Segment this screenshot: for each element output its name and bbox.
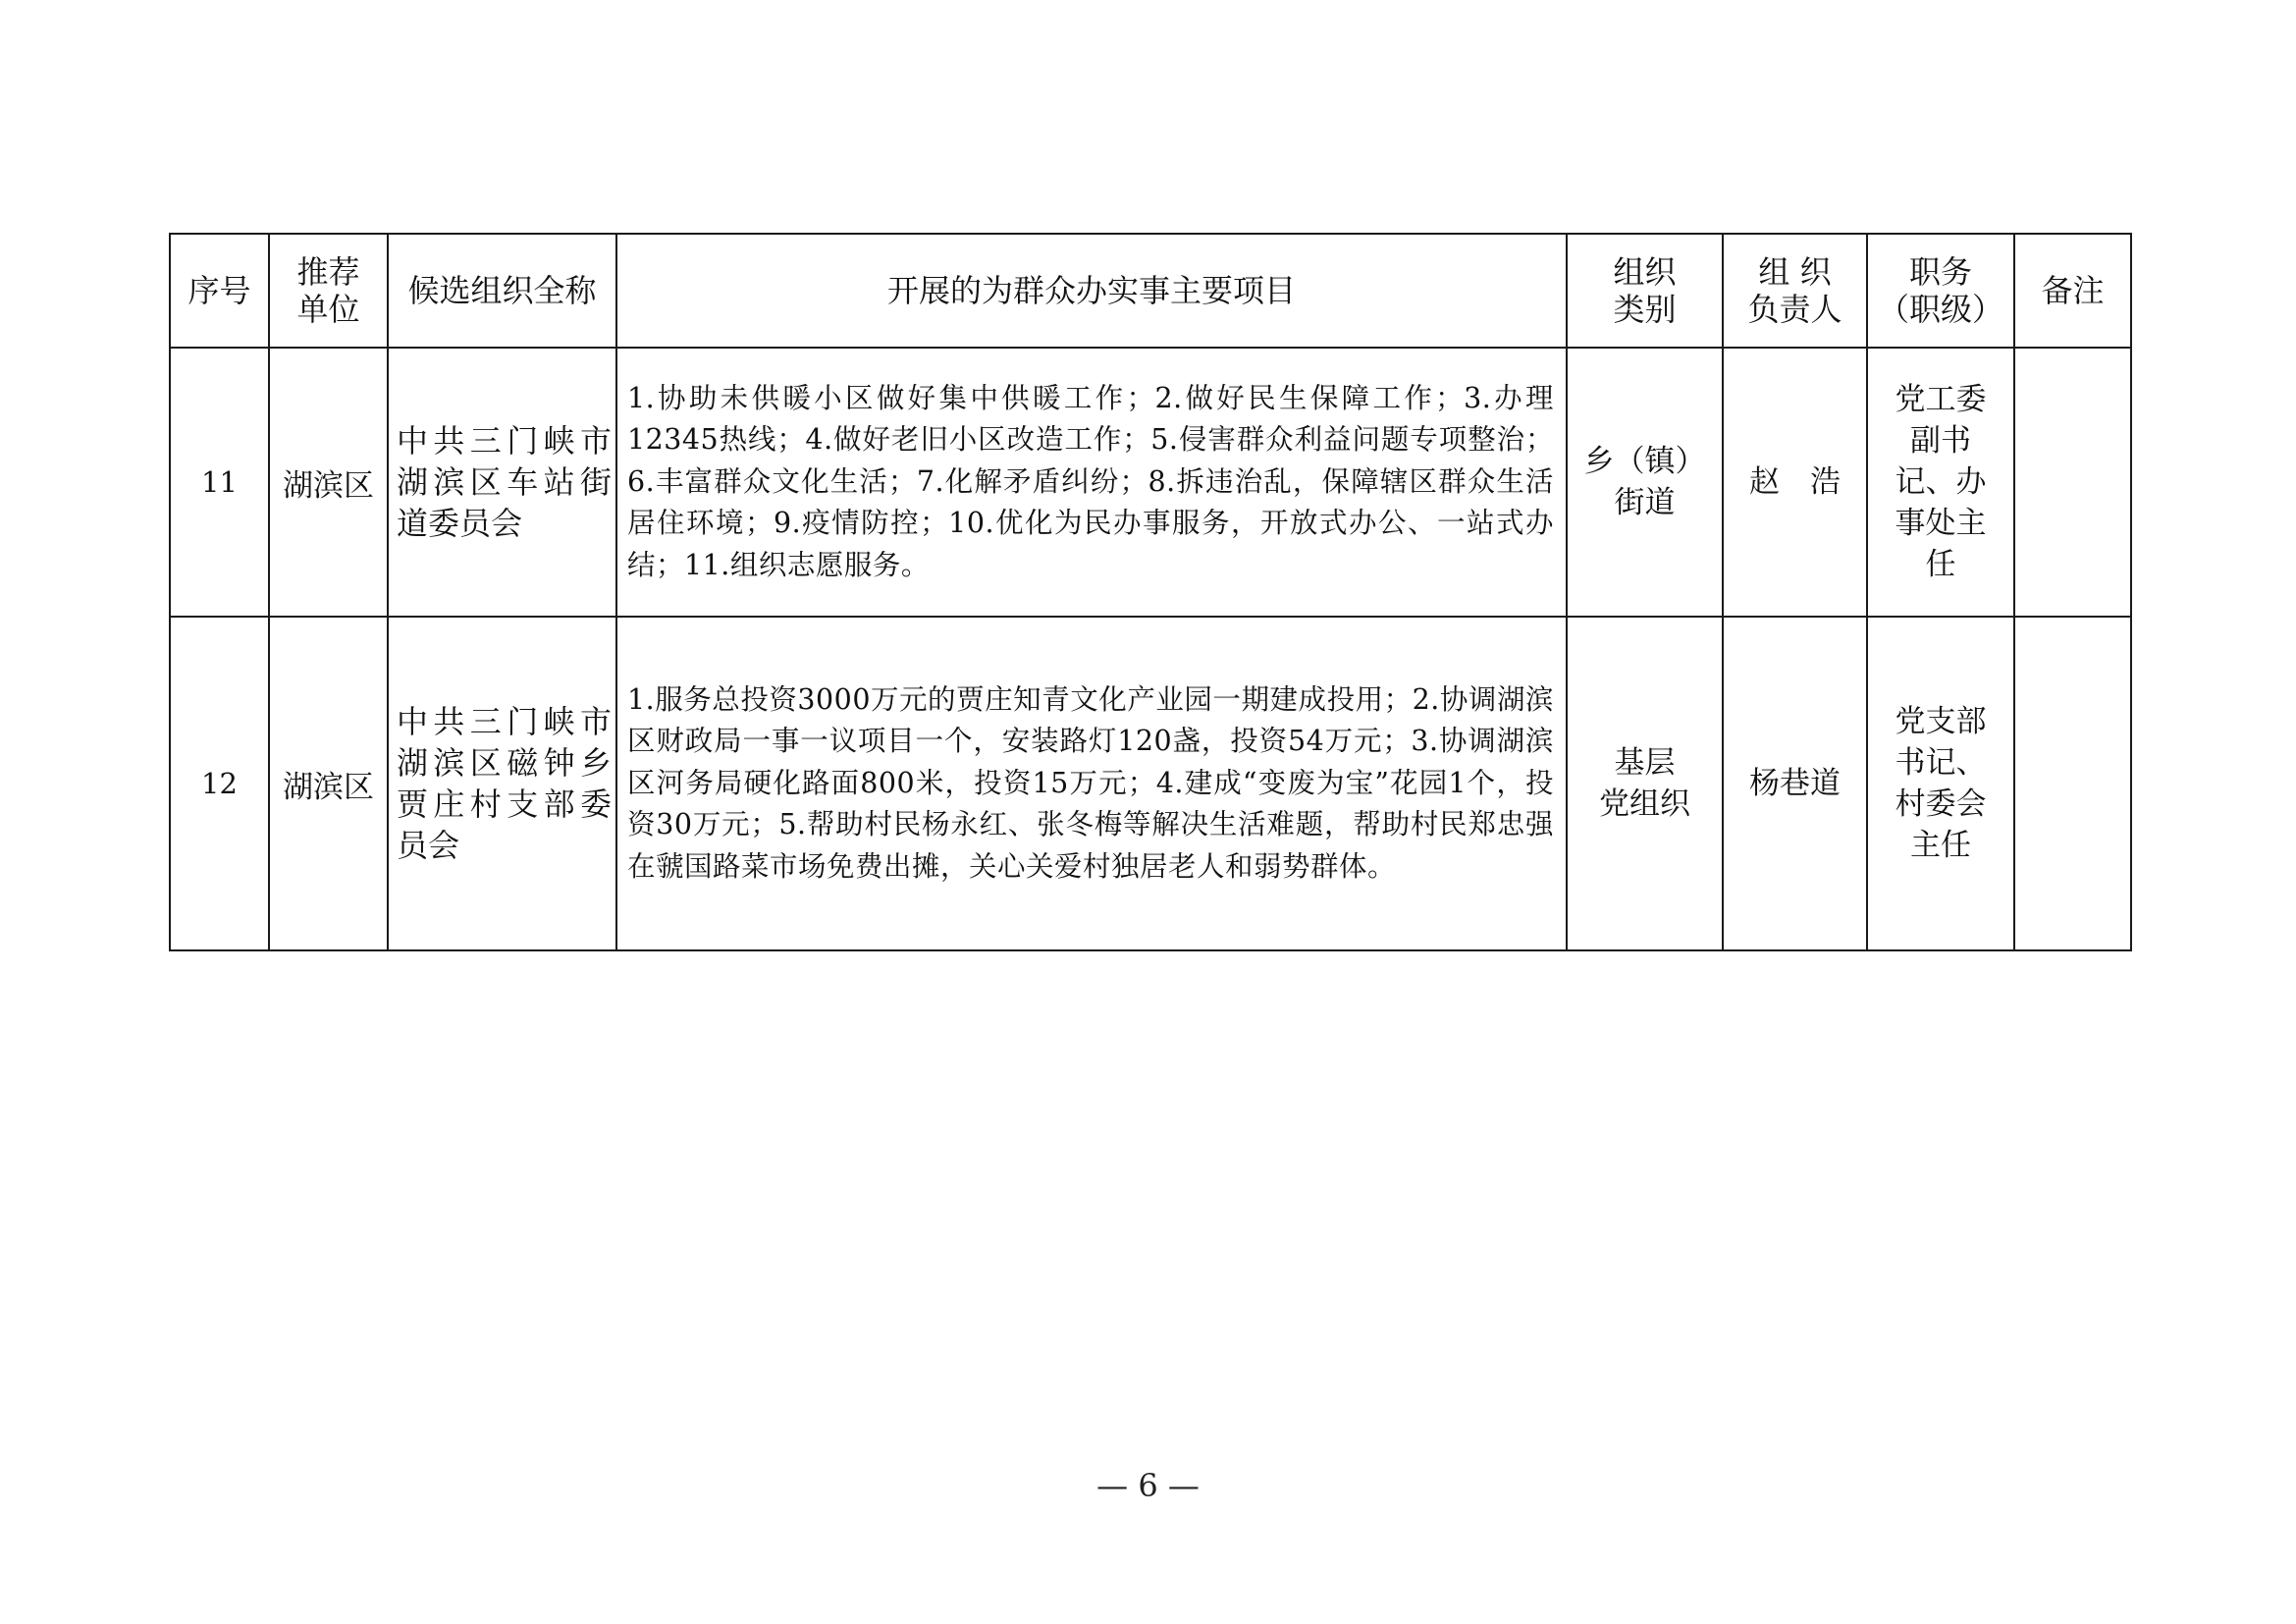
- cell-seq: 12: [170, 617, 269, 950]
- cell-projects: 1.服务总投资3000万元的贾庄知青文化产业园一期建成投用；2.协调湖滨区财政局一事一议项目一个，安装路灯120盏，投资54万元；3.协调湖滨区河务局硬化路面800米，投资15万元；4.建成“变废为宝”花园1个，投资30万元；5.帮助村民杨永红、张冬梅等解决生活难题，帮助村民郑忠强在虢国路菜市场免费出摊，关心关爱村独居老人和弱势群体。: [616, 617, 1567, 950]
- header-row: [170, 234, 2131, 348]
- cell-seq: 11: [170, 348, 269, 617]
- header-seq: 序号: [170, 234, 269, 348]
- cell-remarks: [2014, 348, 2131, 617]
- cell-unit: 湖滨区: [269, 348, 388, 617]
- table-row: [170, 617, 2131, 950]
- cell-position: 党支部书记、村委会主任: [1867, 617, 2014, 950]
- cell-position: 党工委副书记、办事处主任: [1867, 348, 2014, 617]
- header-projects: 开展的为群众办实事主要项目: [616, 234, 1567, 348]
- cell-org-type: 乡（镇） 街道: [1567, 348, 1723, 617]
- header-leader: 组 织 负责人: [1723, 234, 1867, 348]
- cell-leader: 杨巷道: [1723, 617, 1867, 950]
- cell-org-name: 中共三门峡市湖滨区车站街道委员会: [388, 348, 616, 617]
- header-remarks: 备注: [2014, 234, 2131, 348]
- cell-org-type: 基层 党组织: [1567, 617, 1723, 950]
- candidate-table: [169, 233, 2132, 951]
- cell-org-name: 中共三门峡市湖滨区磁钟乡贾庄村支部委员会: [388, 617, 616, 950]
- header-position: 职务 （职级）: [1867, 234, 2014, 348]
- header-org-name: 候选组织全称: [388, 234, 616, 348]
- page-number: — 6 —: [1096, 1467, 1200, 1504]
- cell-projects: 1.协助未供暖小区做好集中供暖工作；2.做好民生保障工作；3.办理12345热线；4.做好老旧小区改造工作；5.侵害群众利益问题专项整治；6.丰富群众文化生活；7.化解矛盾纠纷；8.拆违治乱，保障辖区群众生活居住环境；9.疫情防控；10.优化为民办事服务，开放式办公、一站式办结；11.组织志愿服务。: [616, 348, 1567, 617]
- table-row: [170, 348, 2131, 617]
- cell-unit: 湖滨区: [269, 617, 388, 950]
- cell-leader: 赵 浩: [1723, 348, 1867, 617]
- header-org-type: 组织 类别: [1567, 234, 1723, 348]
- header-unit: 推荐 单位: [269, 234, 388, 348]
- cell-remarks: [2014, 617, 2131, 950]
